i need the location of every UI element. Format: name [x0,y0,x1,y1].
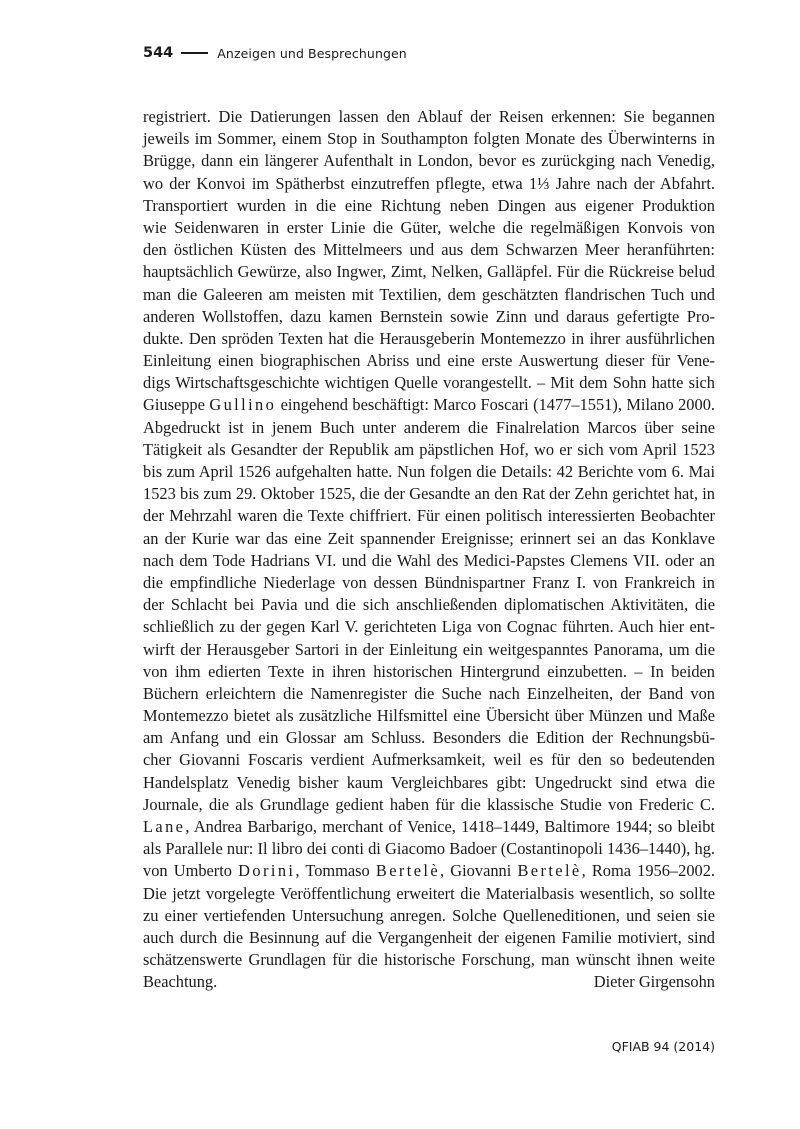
text-line: bis zum April 1526 aufgehalten hatte. Nun folgen die Details: 42 Berichte vom 6. Mai [143,462,715,481]
text-line: Montemezzo bietet als zusätzliche Hilfsmittel eine Übersicht über Münzen und Maße [143,706,715,726]
text-line: schätzenswerte Grundlagen für die historische Forschung, man wünscht ihnen weite [143,950,715,970]
final-line-text: Beachtung. [143,972,218,992]
text-line: den östlichen Küsten des Mittelmeers und aus dem Schwarzen Meer heranführten: [143,240,715,260]
text-line: anderen Wollstoffen, dazu kamen Bernstein sowie Zinn und daraus gefertigte Pro- [143,306,715,326]
text-line: auch durch die Besinnung auf die Vergangenheit der eigenen Familie motiviert, sind [143,927,715,947]
text-line: nach dem Tode Hadrians VI. und die Wahl des Medici-Papstes Clemens VII. oder an [143,550,715,570]
text-line: Giuseppe Gullino eingehend beschäftigt: Marco Foscari (1477–1551), Milano 2000. [143,395,715,415]
review-body [143,106,715,994]
text-line: cher Giovanni Foscaris verdient Aufmerksamkeit, weil es für den so bedeutenden [143,750,715,770]
page-number: 544 [143,45,174,61]
reviewer-signature: Dieter Girgensohn [593,972,715,992]
text-line: Handelsplatz Venedig bisher kaum Vergleichbares gibt: Ungedruckt sind etwa die [143,772,715,792]
running-title: Anzeigen und Besprechungen [217,45,407,61]
text-line: der Mehrzahl waren die Texte chiffriert. Für einen politisch interessierten Beobachter [143,506,715,526]
text-line: von ihm edierten Texte in ihren historischen Hintergrund einzubetten. – In beiden [143,661,715,681]
text-line: zu einer vertiefenden Untersuchung anregen. Solche Quelleneditionen, und seien sie [143,905,715,925]
running-header [143,43,407,63]
header-dash [181,52,208,54]
final-line [143,971,715,993]
text-line: Einleitung einen biographischen Abriss und eine erste Auswertung dieser für Vene- [143,351,715,371]
text-line: Büchern erleichtern die Namenregister die Suche nach Einzelheiten, der Band von [143,683,715,703]
text-line: am Anfang und ein Glossar am Schluss. Besonders die Edition der Rechnungsbü- [143,728,715,748]
text-line: Journale, die als Grundlage gedient haben für die klassische Studie von Frederic C. [143,794,715,814]
text-line: Abgedruckt ist in jenem Buch unter anderem die Finalrelation Marcos über seine [143,417,715,437]
text-line: Tätigkeit als Gesandter der Republik am päpstlichen Hof, wo er sich vom April 1523 [143,439,715,459]
text-line: Die jetzt vorgelegte Veröffentlichung erweitert die Materialbasis wesentlich, so sollte [143,883,715,903]
text-line: Brügge, dann ein längerer Aufenthalt in London, bevor es zurückging nach Venedig, [143,151,715,171]
text-line: an der Kurie war das eine Zeit spannender Ereignisse; erinnert sei an das Konklave [143,528,715,548]
text-line: jeweils im Sommer, einem Stop in Southampton folgten Monate des Überwinterns in [143,129,715,149]
text-line: wirft der Herausgeber Sartori in der Einleitung ein weitgespanntes Panorama, um die [143,639,715,659]
journal-footer: QFIAB 94 (2014) [611,1039,715,1054]
text-line: von Umberto Dorini, Tommaso Bertelè, Giovanni Bertelè, Roma 1956–2002. [143,861,715,881]
text-line: der Schlacht bei Pavia und die sich anschließenden diplomatischen Aktivitäten, die [143,595,715,615]
text-line: wie Seidenwaren in erster Linie die Güter, welche die regelmäßigen Konvois von [143,217,715,237]
text-line: Transportiert wurden in die eine Richtung neben Dingen aus eigener Produktion [143,195,715,215]
text-line: man die Galeeren am meisten mit Textilien, dem geschätzten flandrischen Tuch und [143,284,715,304]
text-line: schließlich zu der gegen Karl V. gerichteten Liga von Cognac führten. Auch hier ent- [143,617,715,637]
text-line: dukte. Den spröden Texten hat die Herausgeberin Montemezzo in ihrer ausführlichen [143,328,715,348]
text-line: digs Wirtschaftsgeschichte wichtigen Quelle vorangestellt. – Mit dem Sohn hatte sich [143,373,715,393]
text-line: wo der Konvoi im Spätherbst einzutreffen pflegte, etwa 1⅓ Jahre nach der Abfahrt. [143,173,715,193]
text-line: registriert. Die Datierungen lassen den Ablauf der Reisen erkennen: Sie begannen [143,107,715,126]
text-line: hauptsächlich Gewürze, also Ingwer, Zimt, Nelken, Galläpfel. Für die Rückreise belud [143,262,715,282]
text-line: als Parallele nur: Il libro dei conti di Giacomo Badoer (Costantinopoli 1436–1440), hg. [143,839,715,859]
text-line: die empfindliche Niederlage von dessen Bündnispartner Franz I. von Frankreich in [143,572,715,592]
text-line: Lane, Andrea Barbarigo, merchant of Venice, 1418–1449, Baltimore 1944; so bleibt [143,817,715,836]
text-line: 1523 bis zum 29. Oktober 1525, die der Gesandte an den Rat der Zehn gerichtet hat, in [143,484,715,504]
